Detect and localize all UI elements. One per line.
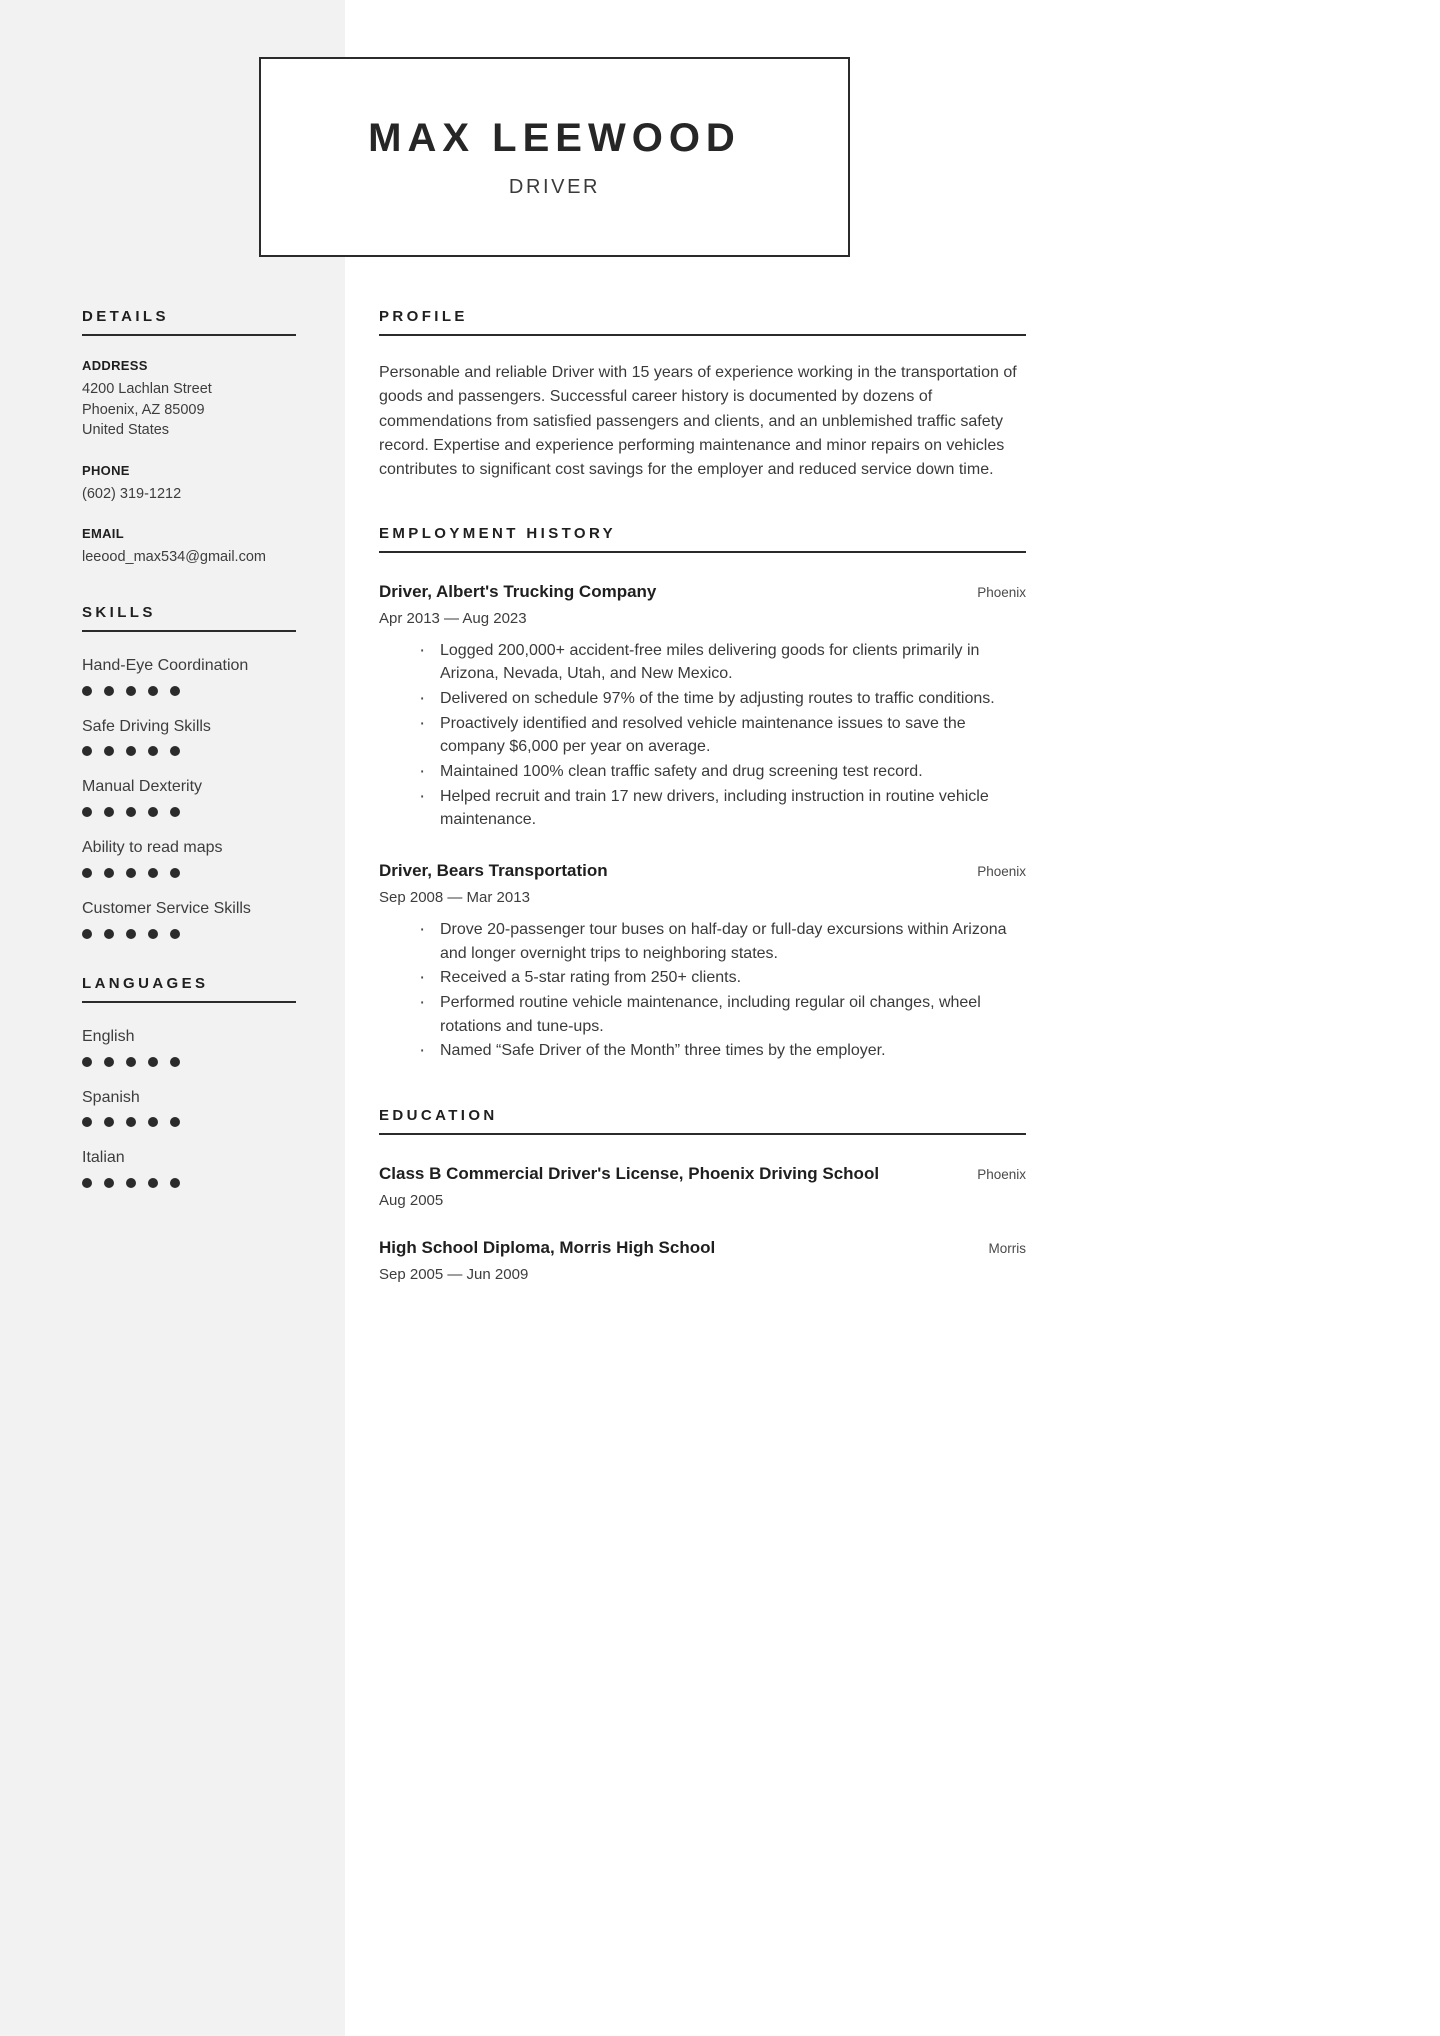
rating-dot-filled [82,1117,92,1127]
rating-dot-filled [126,686,136,696]
sidebar [82,308,296,1218]
phone-label: PHONE [82,462,130,478]
rating-dot-filled [82,1057,92,1067]
rating-dot-filled [126,807,136,817]
address-line-3: United States [82,422,170,439]
employment-entries [379,581,1026,1064]
entry-date: Sep 2005 — Jun 2009 [379,1266,529,1284]
entry-bullet: · Drove 20-passenger tour buses on half-day or full-day excursions within Arizona and longer overnight trips to neighboring states. [419,918,1026,965]
rated-item [82,656,296,696]
education-entries [379,1163,1026,1283]
entry-title: Driver, Bears Transportation [379,861,608,881]
email-value: leeood_max534@gmail.com [82,549,266,566]
rating-dot-filled [170,1178,180,1188]
rating-dots [82,1117,296,1127]
rating-dot-filled [82,1178,92,1188]
profile-heading: PROFILE [379,308,468,325]
rated-item-label: English [82,1027,135,1045]
rated-item-label: Italian [82,1149,125,1167]
entry-date: Sep 2008 — Mar 2013 [379,889,530,907]
entry-bullet-list [379,918,1026,1063]
address-label: ADDRESS [82,358,148,373]
rating-dot-filled [104,686,114,696]
rating-dot-filled [148,686,158,696]
rating-dot-filled [170,1117,180,1127]
entry-title: Class B Commercial Driver's License, Phoenix Driving School [379,1164,880,1184]
rating-dot-filled [104,1178,114,1188]
rating-dot-filled [170,686,180,696]
rating-dot-filled [126,1117,136,1127]
rating-dot-filled [126,1178,136,1188]
rating-dot-filled [104,746,114,756]
main-column [379,308,1026,1283]
rating-dot-filled [82,868,92,878]
entry-header [379,860,1026,882]
entry-bullet-list [379,639,1026,832]
entry-date: Aug 2005 [379,1192,444,1210]
phone-value: (602) 319-1212 [82,485,182,502]
email-label: EMAIL [82,526,124,542]
section-divider [82,334,296,336]
rating-dot-filled [148,746,158,756]
rating-dot-filled [148,929,158,939]
rating-dots [82,746,296,756]
entry-bullet: · Helped recruit and train 17 new drivers, including instruction in routine vehicle maintenance. [419,785,1026,832]
rating-dot-filled [170,746,180,756]
rating-dot-filled [170,929,180,939]
rating-dot-filled [104,807,114,817]
details-section [82,308,296,568]
rated-item-label: Manual Dexterity [82,778,203,796]
section-divider [379,551,1026,553]
entry-title: Driver, Albert's Trucking Company [379,581,657,601]
rated-item-label: Customer Service Skills [82,900,251,918]
rating-dot-filled [126,1057,136,1067]
employment-heading: EMPLOYMENT HISTORY [379,524,617,542]
section-divider [82,630,296,632]
rating-dot-filled [82,807,92,817]
address-line-2: Phoenix, AZ 85009 [82,401,205,418]
address-group [82,358,296,441]
rating-dots [82,686,296,696]
entry-header [379,1237,1026,1259]
rating-dots [82,929,296,939]
rating-dot-filled [170,868,180,878]
rated-item [82,1088,296,1128]
resume-entry [379,581,1026,832]
entry-header [379,581,1026,603]
rated-item-label: Ability to read maps [82,839,223,857]
page-title: MAX LEEWOOD [368,115,741,160]
languages-section [82,975,296,1188]
rating-dot-filled [82,686,92,696]
resume-entry [379,860,1026,1063]
skills-section [82,604,296,939]
rating-dot-filled [126,929,136,939]
rated-item [82,717,296,757]
details-heading: DETAILS [82,308,169,325]
rated-item [82,1027,296,1067]
rating-dot-filled [104,1057,114,1067]
entry-bullet: · Performed routine vehicle maintenance, including regular oil changes, wheel rotations and tune-ups. [419,991,1026,1038]
rated-item-label: Safe Driving Skills [82,717,211,735]
entry-bullet: · Received a 5-star rating from 250+ clients. [419,966,1026,990]
entry-bullet: · Logged 200,000+ accident-free miles delivering goods for clients primarily in Arizona, Nevada, Utah, and New Mexico. [419,639,1026,686]
resume-entry [379,1163,1026,1209]
languages-heading: LANGUAGES [82,974,209,992]
entry-location: Morris [988,1241,1026,1257]
education-section [379,1107,1026,1283]
profile-section [379,308,1026,483]
entry-title: High School Diploma, Morris High School [379,1238,716,1258]
rated-item-label: Hand-Eye Coordination [82,656,249,674]
rating-dot-filled [148,1057,158,1067]
header-name-box [259,57,850,257]
resume-entry [379,1237,1026,1283]
entry-bullet: · Proactively identified and resolved vehicle maintenance issues to save the company $6,000 per year on average. [419,712,1026,759]
entry-header [379,1163,1026,1185]
rating-dot-filled [104,868,114,878]
rating-dot-filled [148,1117,158,1127]
rating-dot-filled [126,746,136,756]
rating-dot-filled [104,929,114,939]
profile-text: Personable and reliable Driver with 15 years of experience working in the transportation of goods and passengers. Successful career history is documented by dozens of commendations from satisfied passengers and clients, and an unblemished traffic safety record. Expertise and experience performing maintenance and minor repairs on vehicles contributes to significant cost savings for the employer and reduced service down time. [379,364,1017,479]
rating-dot-filled [82,746,92,756]
entry-bullet: · Named “Safe Driver of the Month” three times by the employer. [419,1039,1026,1063]
job-title: DRIVER [508,175,601,198]
rating-dot-filled [170,1057,180,1067]
rating-dots [82,1057,296,1067]
rated-item [82,777,296,817]
rating-dot-filled [148,868,158,878]
email-group [82,526,296,568]
rating-dots [82,868,296,878]
rating-dot-filled [82,929,92,939]
entry-date: Apr 2013 — Aug 2023 [379,609,527,627]
section-divider [379,1133,1026,1135]
rating-dot-filled [126,868,136,878]
education-heading: EDUCATION [379,1107,498,1125]
rating-dots [82,1178,296,1188]
entry-location: Phoenix [977,584,1026,600]
section-divider [82,1001,296,1003]
phone-group [82,463,296,505]
languages-list [82,1027,296,1188]
section-divider [379,334,1026,336]
rated-item [82,1148,296,1188]
rating-dot-filled [170,807,180,817]
employment-section [379,525,1026,1064]
skills-list [82,656,296,939]
entry-location: Phoenix [977,864,1026,880]
skills-heading: SKILLS [82,603,156,621]
rated-item [82,838,296,878]
entry-bullet: · Delivered on schedule 97% of the time by adjusting routes to traffic conditions. [419,687,1026,711]
rating-dot-filled [148,1178,158,1188]
rating-dots [82,807,296,817]
address-line-1: 4200 Lachlan Street [82,381,212,397]
rating-dot-filled [148,807,158,817]
rated-item [82,899,296,939]
entry-bullet: · Maintained 100% clean traffic safety and drug screening test record. [419,760,1026,784]
entry-location: Phoenix [977,1167,1026,1183]
rating-dot-filled [104,1117,114,1127]
rated-item-label: Spanish [82,1088,140,1106]
